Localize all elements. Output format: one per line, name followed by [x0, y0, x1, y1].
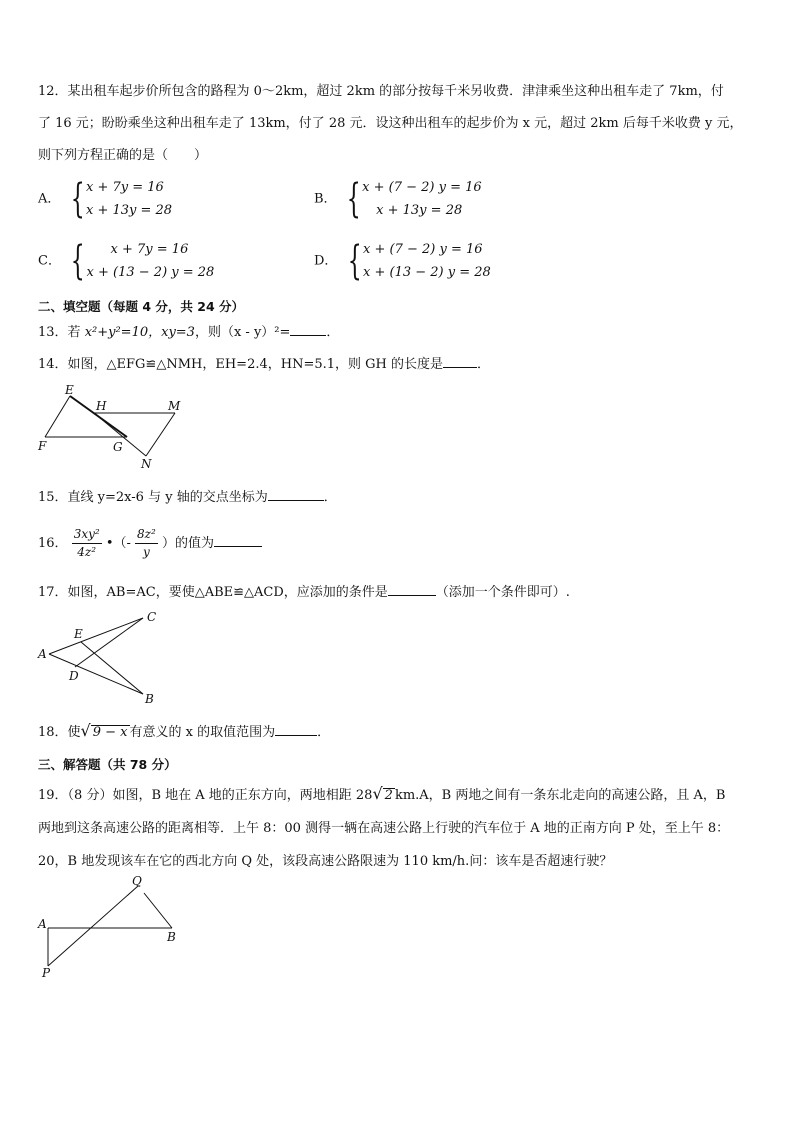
option-a-label: A．	[38, 191, 61, 207]
section-2-heading: 二、填空题（每题 4 分，共 24 分）	[38, 299, 245, 314]
section-3-heading: 三、解答题（共 78 分）	[38, 757, 177, 772]
sqrt-icon: √	[80, 721, 91, 740]
label-g: G	[113, 440, 123, 454]
label-a: A	[38, 917, 47, 931]
option-a[interactable]	[38, 176, 172, 222]
brace-icon: {	[70, 238, 85, 284]
brace-icon: {	[347, 238, 362, 284]
q12-line3: 则下列方程正确的是（ ）	[38, 148, 208, 163]
q17-answer-blank[interactable]	[388, 582, 436, 596]
option-c-eq2: x + (13 − 2) y = 28	[86, 265, 215, 280]
q15-answer-blank[interactable]	[268, 487, 324, 501]
option-c-eq1: x + 7y = 16	[110, 242, 189, 257]
sqrt-icon: √	[372, 784, 383, 803]
q12-line2: 了 16 元；盼盼乘坐这种出租车走了 13km，付了 28 元．设这种出租车的起步价为 x 元，超过 2km 后每千米收费 y 元，	[38, 116, 743, 131]
q16: 16． $\frac{\text{3xy²}}{\text{4z²}}$ •（- $\frac{\text{8z²}}{y}$ ）的值为	[38, 524, 262, 564]
option-c-label: C．	[38, 253, 61, 269]
option-d-eq1: x + (7 − 2) y = 16	[363, 242, 483, 257]
label-b: B	[167, 930, 176, 944]
option-a-eq2: x + 13y = 28	[85, 203, 173, 218]
option-d-label: D．	[314, 253, 338, 269]
q19-line1: 19．（8 分）如图，B 地在 A 地的正东方向，两地相距 28√ 2 km.A，B 两地之间有一条东北走向的高速公路，且 A，B	[38, 784, 726, 803]
brace-icon: {	[70, 176, 85, 222]
label-m: M	[168, 399, 181, 413]
label-f: F	[38, 439, 47, 453]
label-q: Q	[132, 874, 142, 888]
option-b-eq1: x + (7 − 2) y = 16	[362, 180, 482, 195]
q14-figure	[34, 382, 194, 472]
q18: 18．使√ 9 − x 有意义的 x 的取值范围为 ．	[38, 721, 331, 740]
label-e: E	[65, 383, 74, 397]
option-b[interactable]	[314, 176, 482, 222]
label-h: H	[96, 399, 107, 413]
brace-icon: {	[346, 176, 361, 222]
q17: 17．如图，AB=AC，要使△ABE≌△ACD，应添加的条件是 （添加一个条件即可）.	[38, 582, 570, 603]
q15: 15．直线 y=2x-6 与 y 轴的交点坐标为 ．	[38, 487, 337, 508]
option-c[interactable]	[38, 238, 214, 284]
option-a-eq1: x + 7y = 16	[85, 180, 164, 195]
label-c: C	[147, 610, 157, 624]
label-a: A	[38, 647, 47, 661]
fraction-1: $\frac{\text{3xy²}}{\text{4z²}}$	[73, 527, 100, 559]
q14: 14．如图，△EFG≌△NMH，EH=2.4，HN=5.1，则 GH 的长度是 ．	[38, 354, 490, 375]
option-d[interactable]	[314, 238, 491, 284]
q19-line3: 20，B 地发现该车在它的西北方向 Q 处，该段高速公路限速为 110 km/h.问：该车是否超速行驶？	[38, 854, 613, 869]
q14-answer-blank[interactable]	[443, 354, 477, 368]
q13-answer-blank[interactable]	[290, 322, 326, 336]
label-b: B	[145, 692, 154, 706]
q19-figure	[34, 874, 184, 984]
label-d: D	[69, 669, 79, 683]
q16-answer-blank[interactable]	[214, 533, 262, 547]
option-b-eq2: x + 13y = 28	[376, 203, 463, 218]
label-e: E	[74, 627, 83, 641]
label-p: P	[42, 966, 51, 980]
q19-line2: 两地到这条高速公路的距离相等．上午 8：00 测得一辆在高速公路上行驶的汽车位于 A 地的正南方向 P 处，至上午 8：	[38, 821, 730, 836]
q13: 13．若 x²+y²=10，xy=3，则（x - y）²= ．	[38, 322, 339, 343]
option-d-eq2: x + (13 − 2) y = 28	[363, 265, 491, 280]
label-n: N	[141, 457, 152, 471]
q17-figure	[34, 606, 174, 710]
q18-answer-blank[interactable]	[275, 722, 317, 736]
fraction-2: $\frac{\text{8z²}}{y}$	[137, 527, 156, 559]
option-b-label: B．	[314, 191, 337, 207]
q12-line1: 12．某出租车起步价所包含的路程为 0～2km，超过 2km 的部分按每千米另收费．津津乘坐这种出租车走了 7km，付	[38, 84, 724, 99]
